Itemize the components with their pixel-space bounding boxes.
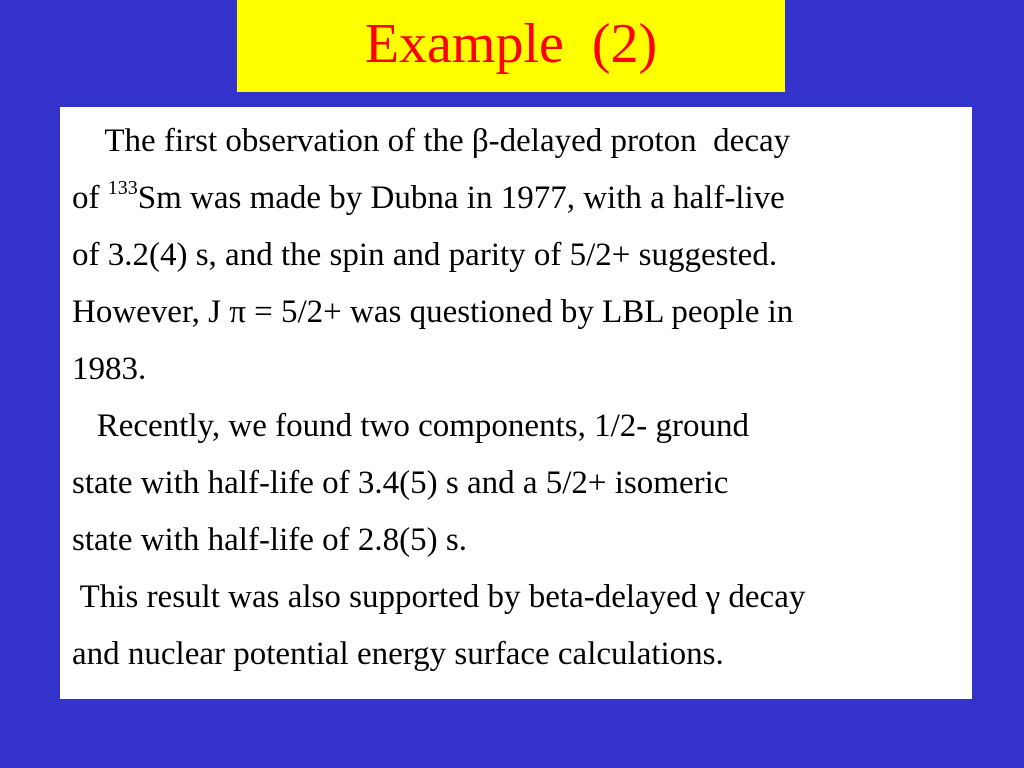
isotope-mass-superscript: 133	[107, 177, 138, 199]
slide-title: Example (2)	[364, 13, 658, 75]
text-line-10: and nuclear potential energy surface calculations.	[72, 636, 724, 672]
text-line-2-post: Sm was made by Dubna in 1977, with a half-live	[137, 180, 785, 216]
content-panel	[60, 107, 972, 699]
title-banner	[237, 0, 785, 92]
text-line-6: Recently, we found two components, 1/2- ground	[72, 408, 749, 444]
text-line-2-pre: of	[72, 180, 108, 216]
text-line-4: However, J π = 5/2+ was questioned by LBL people in	[72, 294, 794, 330]
text-line-8: state with half-life of 2.8(5) s.	[72, 522, 467, 558]
text-line-1: The first observation of the β-delayed proton decay	[72, 123, 791, 159]
text-line-7: state with half-life of 3.4(5) s and a 5/2+ isomeric	[72, 465, 729, 501]
text-line-3: of 3.2(4) s, and the spin and parity of 5/2+ suggested.	[72, 237, 778, 273]
text-line-2	[72, 170, 785, 226]
text-line-9: This result was also supported by beta-delayed γ decay	[72, 579, 806, 615]
text-line-5: 1983.	[72, 351, 147, 387]
